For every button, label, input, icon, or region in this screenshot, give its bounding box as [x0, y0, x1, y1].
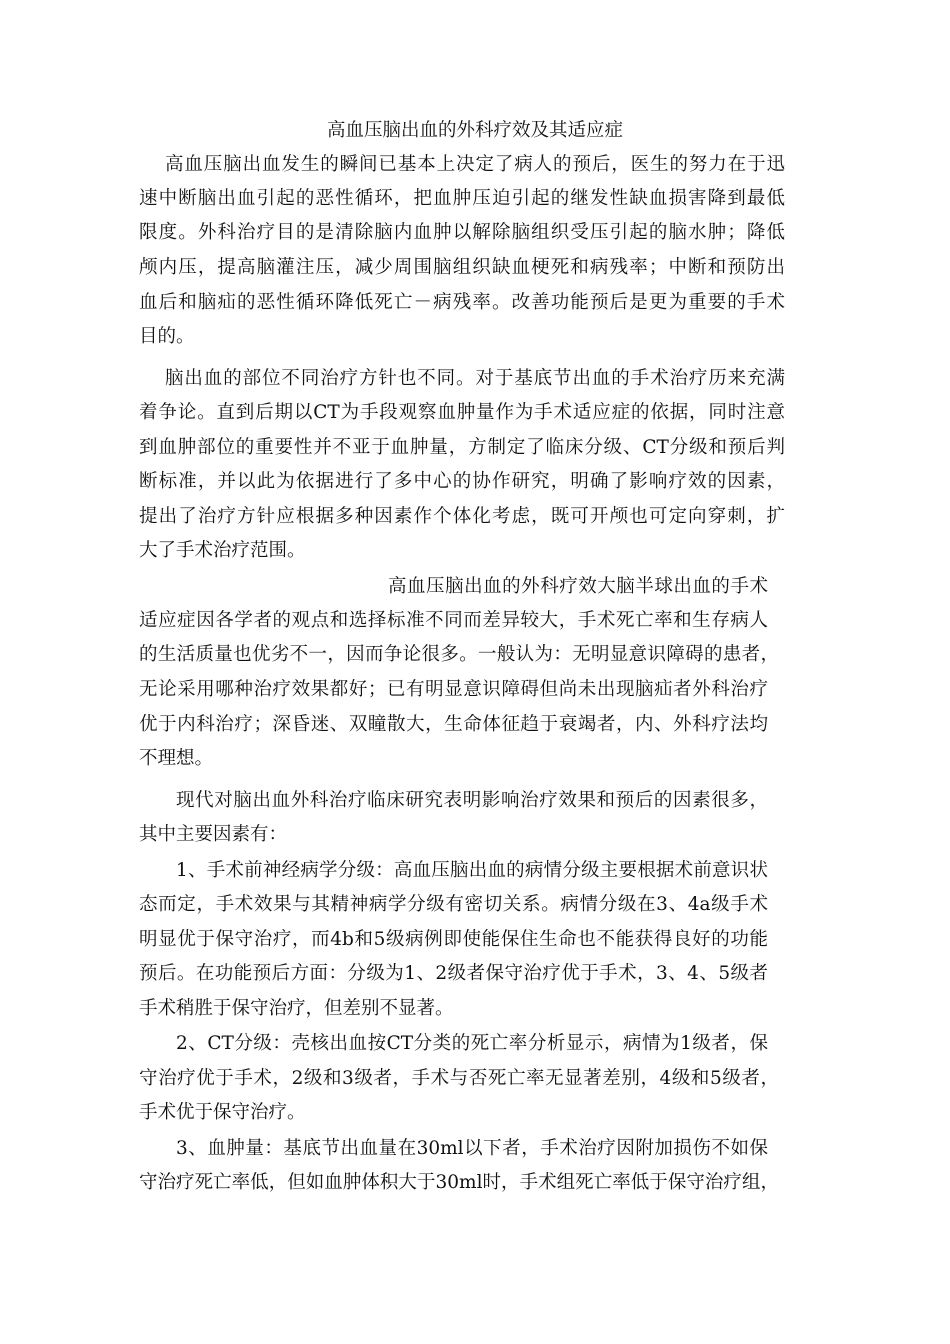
- text-line: 守治疗优于手术，2级和3级者，手术与否死亡率无显著差别，4级和5级者，: [139, 1068, 779, 1089]
- text-line: 1、手术前神经病学分级：高血压脑出血的病情分级主要根据术前意识状: [176, 860, 768, 881]
- text-line: 颅内压，提高脑灌注压，减少周围脑组织缺血梗死和病残率；中断和预防出: [139, 257, 785, 278]
- text-line: 手术稍胜于保守治疗，但差别不显著。: [139, 998, 454, 1019]
- text-line: 无论采用哪种治疗效果都好；已有明显意识障碍但尚未出现脑疝者外科治疗: [139, 679, 768, 700]
- text-line: 预后。在功能预后方面：分级为1、2级者保守治疗优于手术，3、4、5级者: [139, 963, 768, 984]
- text-line: 现代对脑出血外科治疗临床研究表明影响治疗效果和预后的因素很多，: [176, 790, 768, 811]
- text-line: 提出了治疗方针应根据多种因素作个体化考虑，既可开颅也可定向穿刺，扩: [139, 506, 785, 527]
- text-line: 优于内科治疗；深昏迷、双瞳散大，生命体征趋于衰竭者，内、外科疗法均: [139, 714, 768, 735]
- text-line: 手术优于保守治疗。: [139, 1102, 306, 1123]
- text-line: 断标准，并以此为依据进行了多中心的协作研究，明确了影响疗效的因素，: [139, 471, 785, 492]
- text-line: 限度。外科治疗目的是清除脑内血肿以解除脑组织受压引起的脑水肿；降低: [139, 222, 785, 243]
- text-line: 明显优于保守治疗，而4b和5级病例即使能保住生命也不能获得良好的功能: [139, 929, 768, 950]
- text-line: 着争论。直到后期以CT为手段观察血肿量作为手术适应症的依据，同时注意: [139, 402, 785, 423]
- text-line: 大了手术治疗范围。: [139, 540, 306, 561]
- text-line: 目的。: [139, 326, 195, 347]
- text-line: 态而定，手术效果与其精神病学分级有密切关系。病情分级在3、4a级手术: [139, 894, 768, 915]
- text-line: 高血压脑出血发生的瞬间已基本上决定了病人的预后，医生的努力在于迅: [165, 154, 785, 175]
- text-line: 3、血肿量：基底节出血量在30ml以下者，手术治疗因附加损伤不如保: [176, 1138, 768, 1159]
- text-line: 守治疗死亡率低，但如血肿体积大于30ml时，手术组死亡率低于保守治疗组，: [139, 1172, 779, 1193]
- text-line: 到血肿部位的重要性并不亚于血肿量，方制定了临床分级、CT分级和预后判: [139, 437, 785, 458]
- text-line: 不理想。: [139, 748, 214, 769]
- text-line: 脑出血的部位不同治疗方针也不同。对于基底节出血的手术治疗历来充满: [165, 368, 785, 389]
- text-line: 高血压脑出血的外科疗效大脑半球出血的手术: [388, 576, 768, 597]
- text-line: 适应症因各学者的观点和选择标准不同而差异较大，手术死亡率和生存病人: [139, 610, 768, 631]
- text-line: 2、CT分级：壳核出血按CT分类的死亡率分析显示，病情为1级者，保: [176, 1033, 768, 1054]
- document-title: 高血压脑出血的外科疗效及其适应症: [326, 120, 623, 141]
- text-line: 速中断脑出血引起的恶性循环，把血肿压迫引起的继发性缺血损害降到最低: [139, 188, 785, 209]
- text-line: 的生活质量也优劣不一，因而争论很多。一般认为：无明显意识障碍的患者，: [139, 644, 779, 665]
- text-line: 其中主要因素有：: [139, 824, 288, 845]
- text-line: 血后和脑疝的恶性循环降低死亡－病残率。改善功能预后是更为重要的手术: [139, 292, 785, 313]
